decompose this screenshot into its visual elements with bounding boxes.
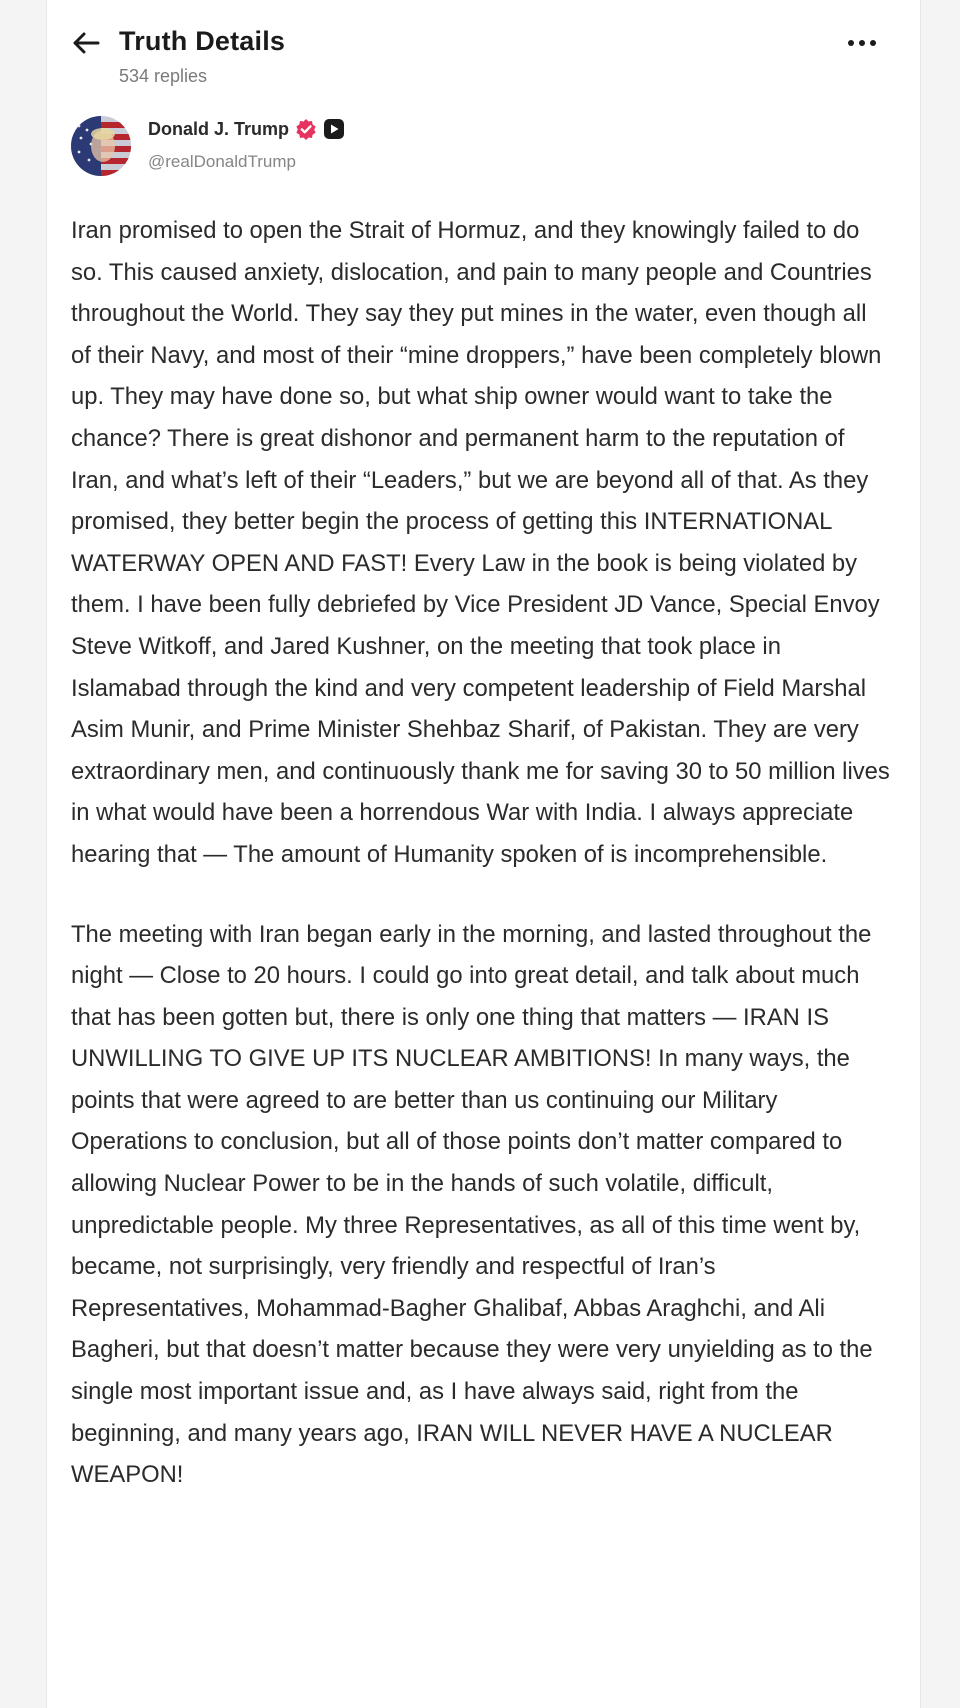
more-options-button[interactable] bbox=[842, 28, 882, 58]
author-handle[interactable]: @realDonaldTrump bbox=[148, 152, 296, 171]
author-name-row bbox=[148, 118, 345, 140]
post-detail-card bbox=[46, 0, 921, 1708]
arrow-left-icon bbox=[72, 31, 100, 55]
verified-badge-icon bbox=[295, 118, 317, 140]
post-paragraph: The meeting with Iran began early in the morning, and lasted throughout the night — Close to 20 hours. I could go into great detail, and talk about much that has been gotten but, there is only one thing that matters — IRAN IS UNWILLING TO GIVE UP ITS NUCLEAR AMBITIONS! In many ways, the points that were agreed to are better than us continuing our Military Operations to conclusion, but all of those points don’t matter compared to allowing Nuclear Power to be in the hands of such volatile, difficult, unpredictable people. My three Representatives, as all of this time went by, became, not surprisingly, very friendly and respectful of Iran’s Representatives, Mohammad-Bagher Ghalibaf, Abbas Araghchi, and Ali Bagheri, but that doesn’t matter because they were very unyielding as to the single most important issue and, as I have always said, right from the beginning, and many years ago, IRAN WILL NEVER HAVE A NUCLEAR WEAPON! bbox=[71, 920, 873, 1489]
author-block[interactable] bbox=[71, 112, 571, 182]
flag-portrait-avatar-image bbox=[71, 116, 131, 176]
page-title: Truth Details bbox=[119, 26, 286, 56]
more-horizontal-icon bbox=[847, 39, 877, 47]
author-name[interactable]: Donald J. Trump bbox=[148, 118, 290, 139]
header bbox=[47, 0, 920, 100]
post-paragraph: Iran promised to open the Strait of Hormuz, and they knowingly failed to do so. This caused anxiety, dislocation, and pain to many people and Countries throughout the World. They say they put mines in the water, even though all of their Navy, and most of their “mine droppers,” have been completely blown up. They may have done so, but what ship owner would want to take the chance? There is great dishonor and permanent harm to the reputation of Iran, and what’s left of their “Leaders,” but we are beyond all of that. As they promised, they better begin the process of getting this INTERNATIONAL WATERWAY OPEN AND FAST! Every Law in the book is being violated by them. I have been fully debriefed by Vice President JD Vance, Special Envoy Steve Witkoff, and Jared Kushner, on the meeting that took place in Islamabad through the kind and very competent leadership of Field Marshal Asim Munir, and Prime Minister Shehbaz Sharif, of Pakistan. They are very extraordinary men, and continuously thank me for saving 30 to 50 million lives in what would have been a horrendous War with India. I always appreciate hearing that — The amount of Humanity spoken of is incomprehensible. bbox=[71, 217, 890, 868]
back-button[interactable] bbox=[69, 26, 103, 60]
reply-count: 534 replies bbox=[119, 66, 208, 86]
post-body bbox=[71, 210, 891, 1496]
media-badge-icon bbox=[323, 118, 345, 140]
avatar[interactable] bbox=[71, 116, 131, 176]
